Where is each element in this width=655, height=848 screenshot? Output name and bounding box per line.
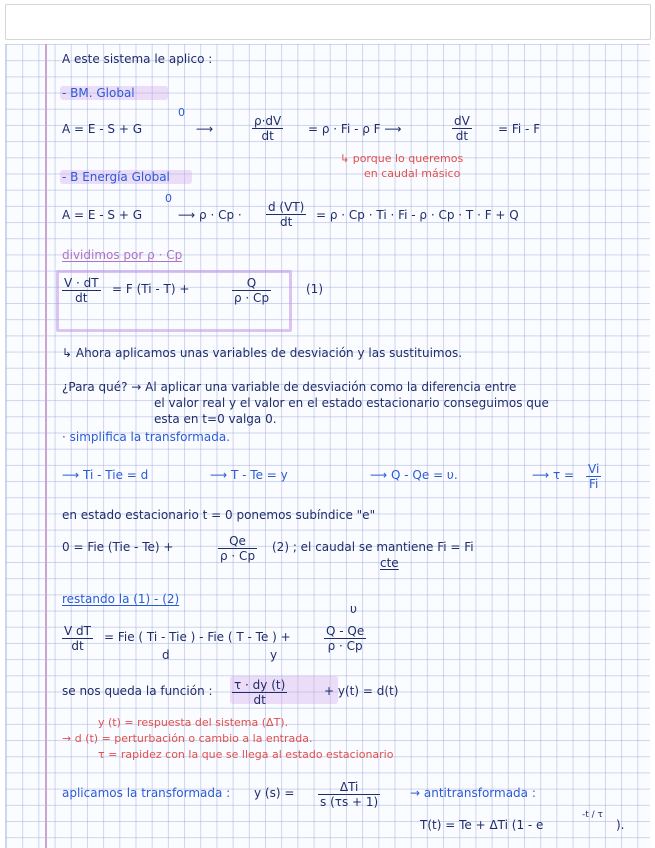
eq-bm-frac-rho-dv-dt: $\frac{\rho\cdot dV}{dt}$ xyxy=(254,114,282,143)
note-antitransformada: → antitransformada : xyxy=(410,786,536,800)
note-variables-desviacion: ↳ Ahora aplicamos unas variables de desviación y las sustituimos. xyxy=(62,346,463,360)
note-porque: ↳ porque lo queremos xyxy=(340,152,464,165)
eq3-upsilon: υ xyxy=(350,602,357,616)
top-bar xyxy=(5,4,651,40)
eq3-frac-q-qe: $\frac{Q - Qe}{\rho \cdot Cp}$ xyxy=(326,624,365,653)
eq1-label: (1) xyxy=(306,282,323,296)
note-se-nos-queda: se nos queda la función : xyxy=(62,684,213,698)
heading-bm-global: - BM. Global xyxy=(62,86,135,100)
def-tau: ⟶ τ = xyxy=(532,468,575,482)
note-para-que: ¿Para qué? → Al aplicar una variable de desviación como la diferencia entre xyxy=(62,380,517,394)
eq1-frac-q-rhocp: $\frac{Q}{\rho \cdot Cp}$ xyxy=(234,276,270,305)
eq-bm-middle: = ρ · Fi - ρ F ⟶ xyxy=(308,122,402,136)
note-aplicamos-transformada: aplicamos la transformada : xyxy=(62,786,231,800)
eq1-frac-vdt-dt: $\frac{V \cdot dT}{dt}$ xyxy=(64,276,99,305)
eq-bm-zero: 0 xyxy=(178,106,185,119)
note-estado-estacionario: en estado estacionario t = 0 ponemos subíndice "e" xyxy=(62,508,376,522)
eq-bm-frac-dv-dt: $\frac{dV}{dt}$ xyxy=(454,114,470,143)
eq-bm-lhs: A = E - S + G xyxy=(62,122,143,136)
eq2-cte: cte xyxy=(380,556,399,570)
eq-bm-arrow: ⟶ xyxy=(196,122,214,136)
def-yt: y (t) = respuesta del sistema (ΔT). xyxy=(98,716,289,729)
def-tau-rapidez: τ = rapidez con la que se llega al estado estacionario xyxy=(98,748,394,761)
eq-energia-lhs: A = E - S + G xyxy=(62,208,143,222)
eq-energia-rhs: = ρ · Cp · Ti · Fi - ρ · Cp · T · F + Q xyxy=(316,208,519,222)
eq5-ys: y (s) = xyxy=(254,786,295,800)
eq-energia-frac-dvt-dt: $\frac{d (VT)}{dt}$ xyxy=(268,200,305,229)
note-dividimos: dividimos por ρ · Cp xyxy=(62,248,183,262)
margin-line xyxy=(45,44,47,848)
eq4-frac-tau-dy-dt: $\frac{\tau \cdot dy (t)}{dt}$ xyxy=(234,678,286,707)
def-dt: → d (t) = perturbación o cambio a la entrada. xyxy=(62,732,313,745)
note-t0-valga: esta en t=0 valga 0. xyxy=(154,412,277,426)
eq3-brace-y: y xyxy=(270,648,278,662)
eq2-frac-qe-rhocp: $\frac{Qe}{\rho \cdot Cp}$ xyxy=(220,534,256,563)
heading-energia-global: - B Energía Global xyxy=(62,170,170,184)
note-valor-real: el valor real y el valor en el estado estacionario conseguimos que xyxy=(154,396,549,410)
eq-bm-rhs: = Fi - F xyxy=(498,122,541,136)
eq6-exponent: -t / τ xyxy=(582,810,603,820)
eq-energia-arrow: ⟶ ρ · Cp · xyxy=(178,208,242,222)
note-simplifica: · simplifica la transformada. xyxy=(62,430,230,444)
def-v: ⟶ Q - Qe = υ. xyxy=(370,468,458,482)
def-tau-frac: $\frac{Vi}{Fi}$ xyxy=(588,462,600,491)
eq3-middle: = Fie ( Ti - Tie ) - Fie ( T - Te ) + xyxy=(104,630,291,644)
def-y: ⟶ T - Te = y xyxy=(210,468,288,482)
note-intro: A este sistema le aplico : xyxy=(62,52,213,66)
eq1-middle: = F (Ti - T) + xyxy=(112,282,190,296)
eq4-rhs: + y(t) = d(t) xyxy=(324,684,399,698)
def-d: ⟶ Ti - Tie = d xyxy=(62,468,149,482)
eq-energia-zero: 0 xyxy=(165,192,172,205)
eq6-close: ). xyxy=(616,818,625,832)
eq2-lhs: 0 = Fie (Tie - Te) + xyxy=(62,540,174,554)
note-restando: restando la (1) - (2) xyxy=(62,592,180,606)
eq3-brace-d: d xyxy=(162,648,170,662)
eq2-note-caudal: (2) ; el caudal se mantiene Fi = Fi xyxy=(272,540,474,554)
eq6-tt: T(t) = Te + ΔTi (1 - e xyxy=(420,818,544,832)
note-caudal-masico: en caudal másico xyxy=(364,167,461,180)
eq3-frac-vdt-dt: $\frac{\text{V dT}}{dt}$ xyxy=(64,624,91,653)
eq5-frac-dti-s: ΔTi s (τs + 1) xyxy=(320,780,379,809)
